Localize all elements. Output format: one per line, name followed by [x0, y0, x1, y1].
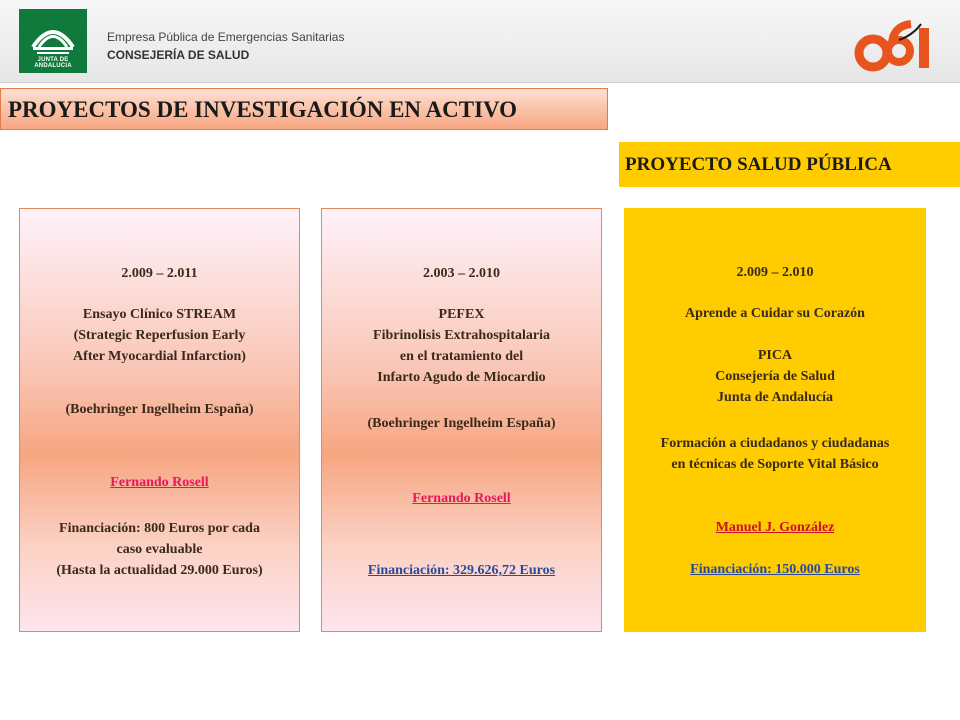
project-card-stream [19, 208, 300, 632]
project-desc-line: Formación a ciudadanos y ciudadanas [660, 436, 890, 451]
funding-line: (Hasta la actualidad 29.000 Euros) [56, 563, 263, 578]
project-name-line: After Myocardial Infarction) [73, 349, 246, 364]
logo-061-icon [853, 20, 937, 74]
org-department: CONSEJERÍA DE SALUD [107, 48, 250, 62]
project-name-line: (Strategic Reperfusion Early [73, 328, 246, 343]
project-sponsor: (Boehringer Ingelheim España) [367, 416, 556, 431]
logo-text: JUNTA DE ANDALUCIA [34, 57, 72, 69]
project-name-line: Fibrinolisis Extrahospitalaria [373, 328, 550, 343]
project-desc-line: en técnicas de Soporte Vital Básico [671, 457, 879, 472]
junta-arches-icon [19, 9, 87, 59]
project-org-line: Consejería de Salud [715, 369, 835, 384]
project-name-line: en el tratamiento del [399, 349, 524, 364]
project-period: 2.003 – 2.010 [423, 266, 500, 281]
page-title: PROYECTOS DE INVESTIGACIÓN EN ACTIVO [0, 88, 608, 130]
investigator-link[interactable]: Fernando Rosell [110, 475, 209, 490]
project-org-line: Junta de Andalucía [717, 390, 833, 405]
funding-line: Financiación: 800 Euros por cada [59, 521, 260, 536]
header-bar [0, 0, 960, 83]
investigator-link[interactable]: Manuel J. González [715, 520, 835, 535]
project-card-pefex [321, 208, 602, 632]
funding-link[interactable]: Financiación: 329.626,72 Euros [367, 563, 556, 578]
investigator-link[interactable]: Fernando Rosell [412, 491, 511, 506]
section-subtitle: PROYECTO SALUD PÚBLICA [619, 142, 960, 187]
junta-andalucia-logo [19, 9, 87, 73]
funding-link[interactable]: Financiación: 150.000 Euros [690, 562, 860, 577]
project-sponsor: (Boehringer Ingelheim España) [65, 402, 254, 417]
project-card-pica [624, 208, 926, 632]
project-name-line: Infarto Agudo de Miocardio [377, 370, 546, 385]
org-name: Empresa Pública de Emergencias Sanitarias [107, 30, 345, 44]
project-name-line: Ensayo Clínico STREAM [82, 307, 237, 322]
project-org-line: PICA [757, 348, 793, 363]
project-name: Aprende a Cuidar su Corazón [685, 306, 865, 321]
project-period: 2.009 – 2.011 [121, 266, 198, 281]
funding-line: caso evaluable [116, 542, 203, 557]
project-name-line: PEFEX [438, 307, 485, 322]
project-period: 2.009 – 2.010 [736, 265, 814, 280]
